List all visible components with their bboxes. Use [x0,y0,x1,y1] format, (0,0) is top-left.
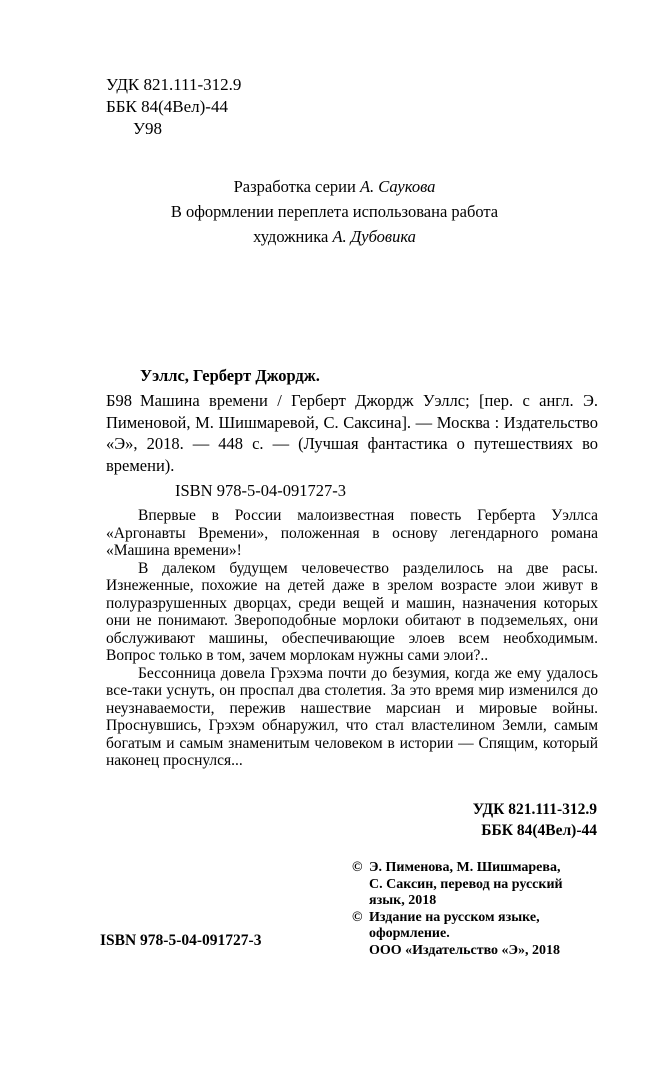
cover-credit-line: В оформлении переплета использована работа [170,202,499,221]
copyright-line: Э. Пименова, М. Шишмарева, [369,860,561,875]
copyright-symbol: © [352,860,363,875]
bbk-code-bottom: ББК 84(4Вел)-44 [481,822,597,839]
author-sign-code: У98 [133,119,163,138]
classification-codes-bottom [473,799,597,841]
series-credits [0,174,669,249]
author-heading: Уэллс, Герберт Джордж. [140,366,320,385]
copyright-line: Издание на русском языке, [369,909,540,925]
udk-code-bottom: УДК 821.111-312.9 [472,801,597,818]
annotation-block [106,507,598,770]
copyright-entry-edition-text [369,910,602,943]
udk-code-top: УДК 821.111-312.9 [106,75,242,94]
bbk-code-top: ББК 84(4Вел)-44 [106,97,228,116]
series-designer-name: А. Саукова [359,177,436,196]
entry-code: Б98 [106,391,132,410]
copyright-symbol: © [352,909,363,925]
annotation-paragraph-1: Впервые в России малоизвестная повесть Герберта Уэллса «Аргонавты Времени», положенная в основу легендарного романа «Машина времени»! [106,507,598,559]
catalog-entry [106,390,598,476]
copyright-entry-edition [352,910,602,943]
series-design-line [0,174,669,199]
series-design-prefix: Разработка серии [233,177,360,196]
classification-codes-top [106,74,241,140]
cover-artist-name: А. Дубовика [332,227,416,246]
copyright-line: язык, 2018 [369,893,437,908]
copyright-entry-translation-text [369,860,602,910]
annotation-paragraph-2: В далеком будущем человечество разделилось на две расы. Изнеженные, похожие на детей даже в зрелом возрасте элои живут в полуразрушенных дворцах, среди вещей и машин, назначения которых они не понимают. Звероподобные морлоки обитают в подземельях, они обслуживают машины, обеспечивающие элоев всем необходимым. Вопрос только в том, зачем морлокам нужны сами элои?.. [106,559,598,664]
isbn-line-middle: ISBN 978-5-04-091727-3 [175,481,346,500]
isbn-bottom: ISBN 978-5-04-091727-3 [100,932,262,949]
cover-artist-prefix: художника [253,227,333,246]
copyright-block [352,860,602,959]
cover-artist-line [0,224,669,249]
entry-text: Машина времени / Герберт Джордж Уэллс; [пер. с англ. Э. Пименовой, М. Шишмаревой, С. Саксина]. — Москва : Издательство «Э», 2018. — 448 с. — (Лучшая фантастика о путешествиях во времени). [106,391,598,475]
copyright-line: С. Саксин, перевод на русский [369,876,563,892]
copyright-line: оформление. [369,926,450,941]
annotation-paragraph-3: Бессонница довела Грэхэма почти до безумия, когда же ему удалось все-таки уснуть, он проспал два столетия. За это время мир изменился до неузнаваемости, пережив нашествие марсиан и мировые войны. Проснувшись, Грэхэм обнаружил, что стал властелином Земли, самым богатым и самым знаменитым человеком в истории — Спящим, который наконец проснулся... [106,664,598,769]
copyright-entry-translation [352,860,602,910]
publisher-line: ООО «Издательство «Э», 2018 [369,942,561,958]
